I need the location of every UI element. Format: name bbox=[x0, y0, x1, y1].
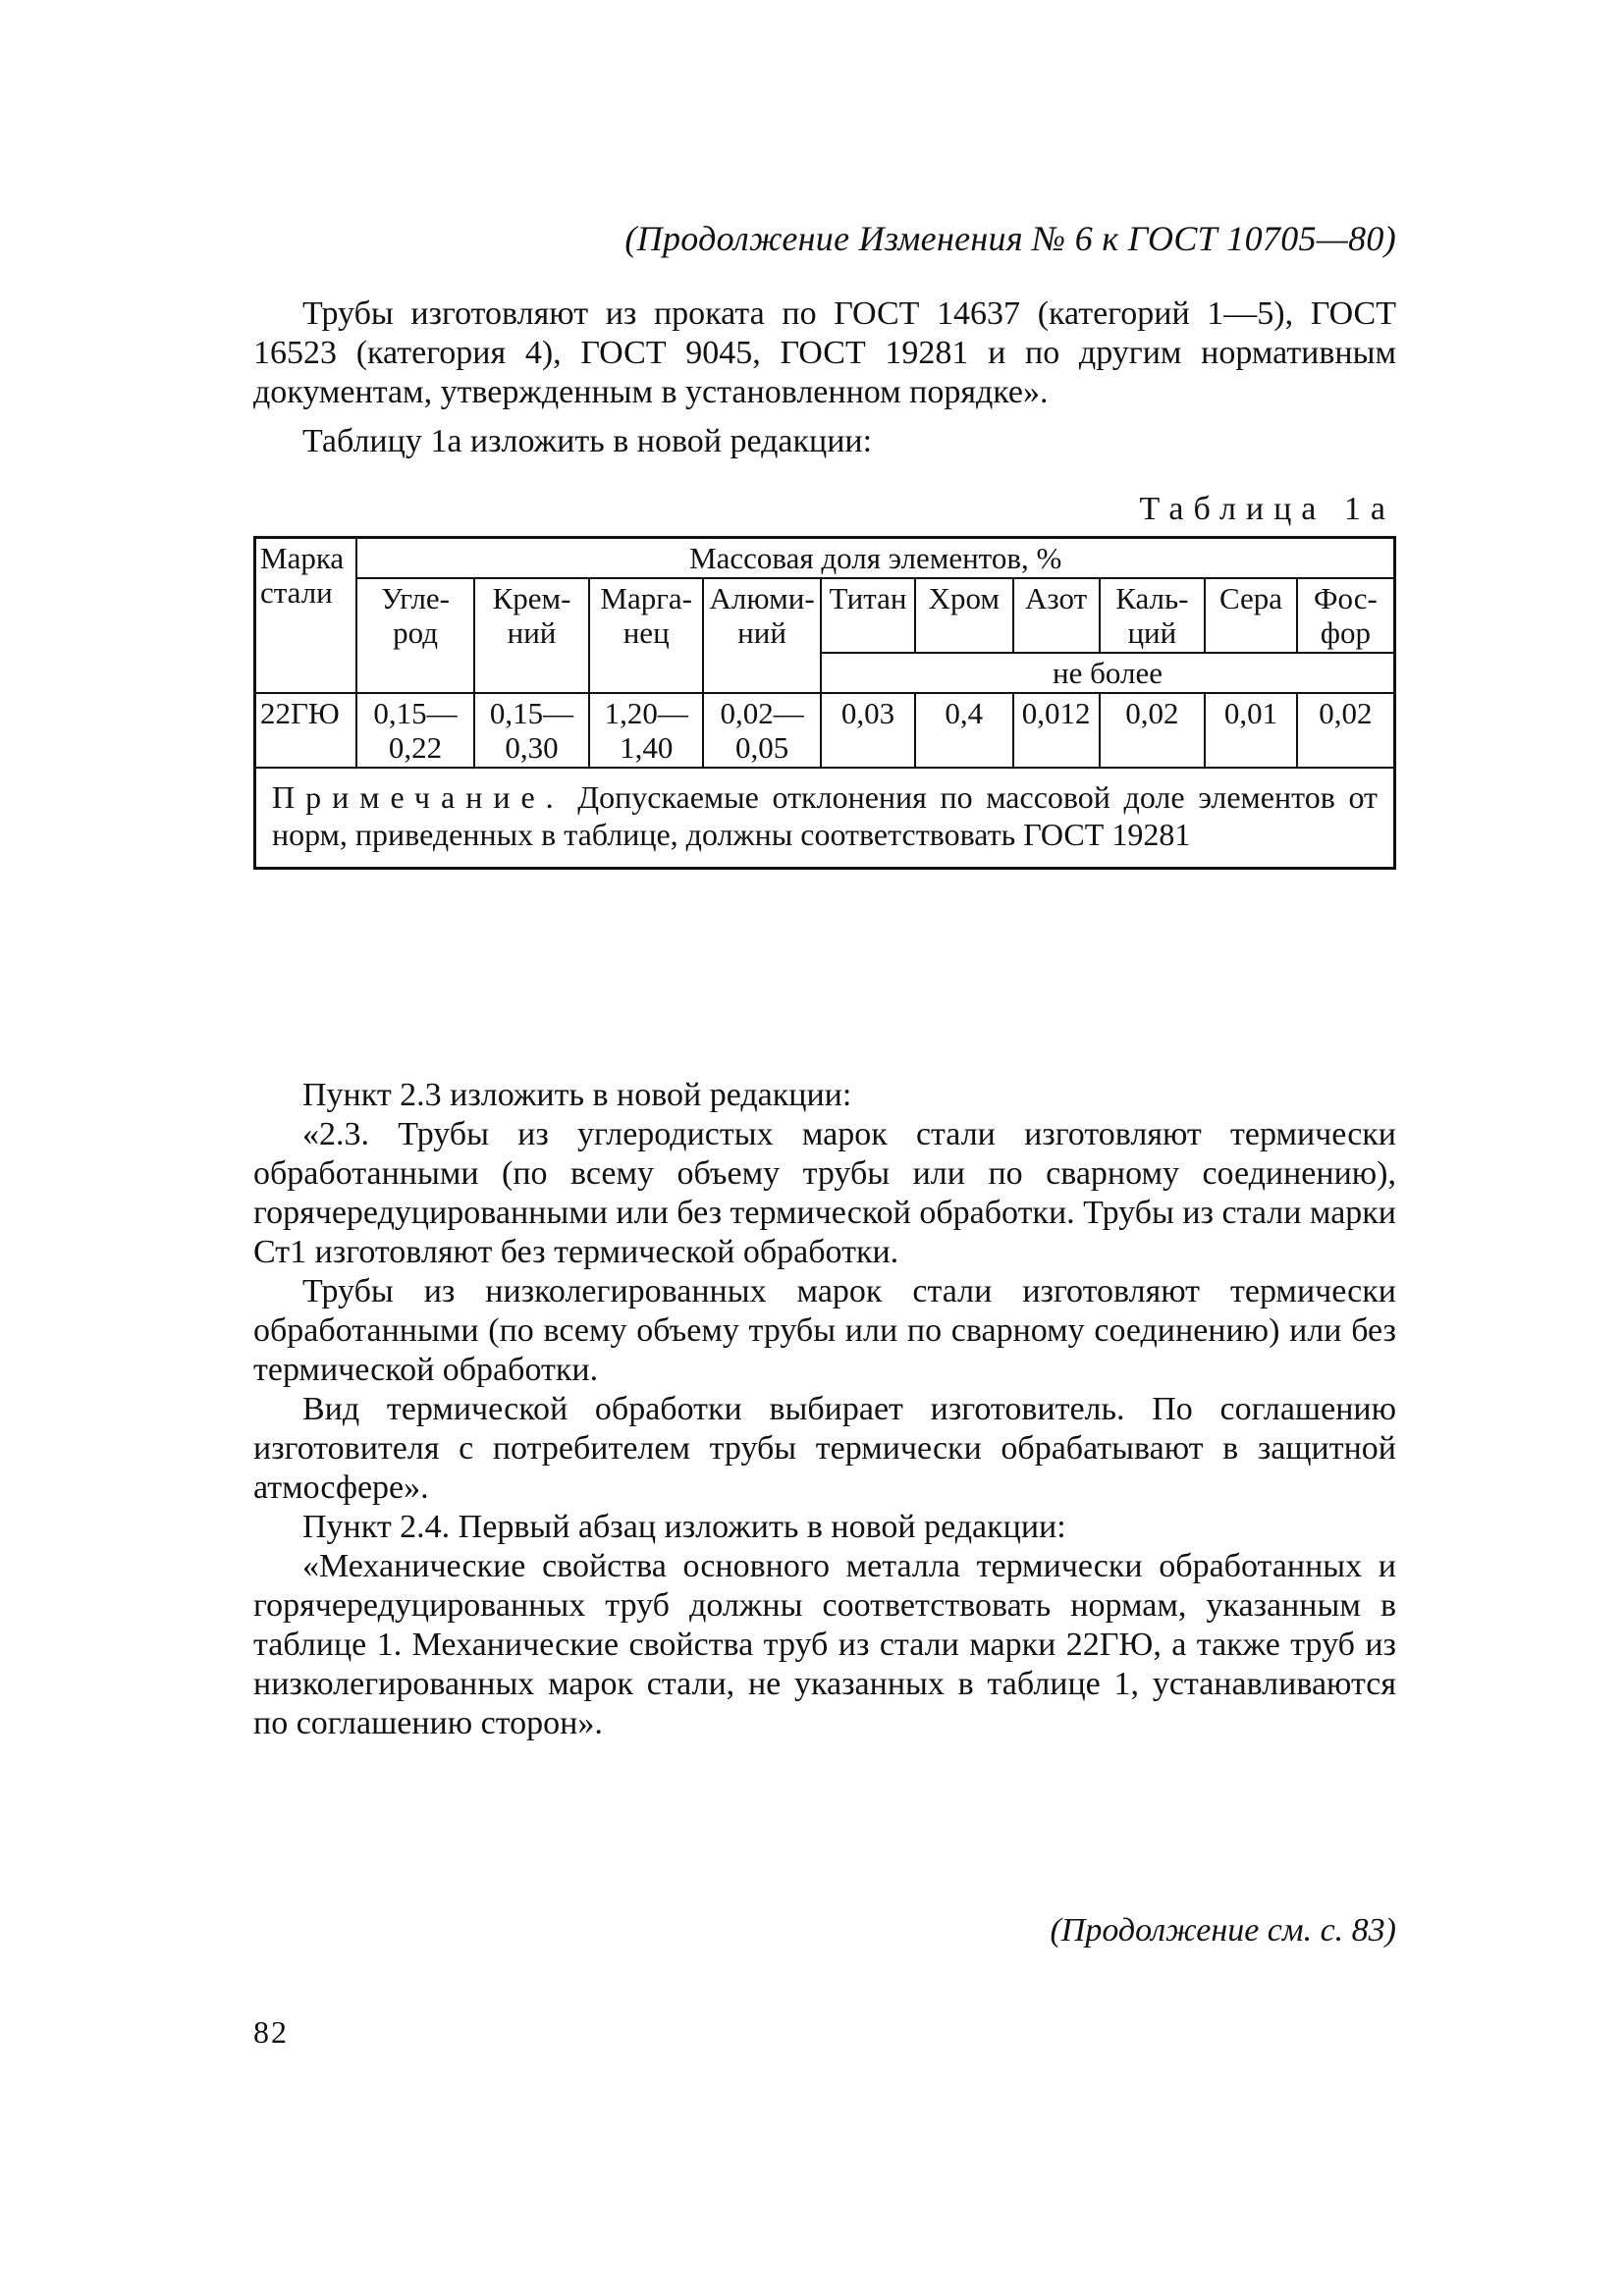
table-row bbox=[255, 693, 1395, 768]
column-header: Фос-фор bbox=[1297, 578, 1395, 653]
column-header: Титан bbox=[821, 578, 915, 653]
note-label: Примечание. bbox=[272, 779, 565, 815]
value-cell: 0,012 bbox=[1013, 693, 1100, 768]
column-header: Азот bbox=[1013, 578, 1100, 653]
continuation-header: (Продолжение Изменения № 6 к ГОСТ 10705—80) bbox=[624, 219, 1396, 258]
table-title: Таблица 1а bbox=[1139, 491, 1395, 527]
column-header: Сера bbox=[1205, 578, 1297, 653]
chemical-composition-table bbox=[253, 536, 1396, 870]
table-header-row-2 bbox=[255, 578, 1395, 653]
paragraph: Пункт 2.3 изложить в новой редакции: bbox=[302, 1077, 852, 1113]
note-text: Допускаемые отклонения по массовой доле элементов от норм, приведенных в таблице, должны соответствовать ГОСТ 19281 bbox=[272, 779, 1379, 852]
paragraph: «2.3. Трубы из углеродистых марок стали изготовляют термически обработанными (по всему объему трубы или по сварному соединению), горячередуцированными или без термической обработки. Трубы из стали марки Ст1 изготовляют без термической обработки. bbox=[253, 1116, 1396, 1270]
column-header: Каль-ций bbox=[1100, 578, 1206, 653]
value-cell: 1,20—1,40 bbox=[589, 693, 703, 768]
grade-cell: 22ГЮ bbox=[255, 693, 357, 768]
column-header: Крем-ний bbox=[474, 578, 590, 693]
table-instruction: Таблицу 1а изложить в новой редакции: bbox=[302, 423, 873, 459]
column-header: Хром bbox=[915, 578, 1013, 653]
max-header: не более bbox=[821, 653, 1394, 693]
column-header: Марга-нец bbox=[589, 578, 703, 693]
value-cell: 0,02—0,05 bbox=[703, 693, 821, 768]
value-cell: 0,4 bbox=[915, 693, 1013, 768]
continuation-footer: (Продолжение см. с. 83) bbox=[1050, 1912, 1396, 1949]
value-cell: 0,02 bbox=[1100, 693, 1206, 768]
paragraph: Трубы из низколегированных марок стали изготовляют термически обработанными (по всему объему трубы или по сварному соединению) или без термической обработки. bbox=[253, 1273, 1396, 1388]
value-cell: 0,15—0,22 bbox=[356, 693, 473, 768]
value-cell: 0,03 bbox=[821, 693, 915, 768]
column-header: Угле-род bbox=[356, 578, 473, 693]
page-number: 82 bbox=[253, 2014, 289, 2050]
value-cell: 0,01 bbox=[1205, 693, 1297, 768]
intro-paragraph: Трубы изготовляют из проката по ГОСТ 14637 (категорий 1—5), ГОСТ 16523 (категория 4), ГОСТ 9045, ГОСТ 19281 и по другим нормативным документам, утвержденным в установленном порядке». bbox=[253, 295, 1396, 410]
value-cell: 0,15—0,30 bbox=[474, 693, 590, 768]
value-cell: 0,02 bbox=[1297, 693, 1395, 768]
table-note bbox=[255, 768, 1395, 869]
group-header: Массовая доля элементов, % bbox=[356, 538, 1394, 579]
grade-header: Марка стали bbox=[255, 538, 357, 694]
paragraph: «Механические свойства основного металла термически обработанных и горячередуцированных труб должны соответствовать нормам, указанным в таблице 1. Механические свойства труб из стали марки 22ГЮ, а также труб из низколегированных марок стали, не указанных в таблице 1, устанавливаются по соглашению сторон». bbox=[253, 1548, 1396, 1741]
column-header: Алюми-ний bbox=[703, 578, 821, 693]
paragraph: Пункт 2.4. Первый абзац изложить в новой редакции: bbox=[302, 1509, 1066, 1545]
table-note-row bbox=[255, 768, 1395, 869]
paragraph: Вид термической обработки выбирает изготовитель. По соглашению изготовителя с потребителем трубы термически обрабатывают в защитной атмосфере». bbox=[253, 1391, 1396, 1506]
table-header-row-1 bbox=[255, 538, 1395, 579]
